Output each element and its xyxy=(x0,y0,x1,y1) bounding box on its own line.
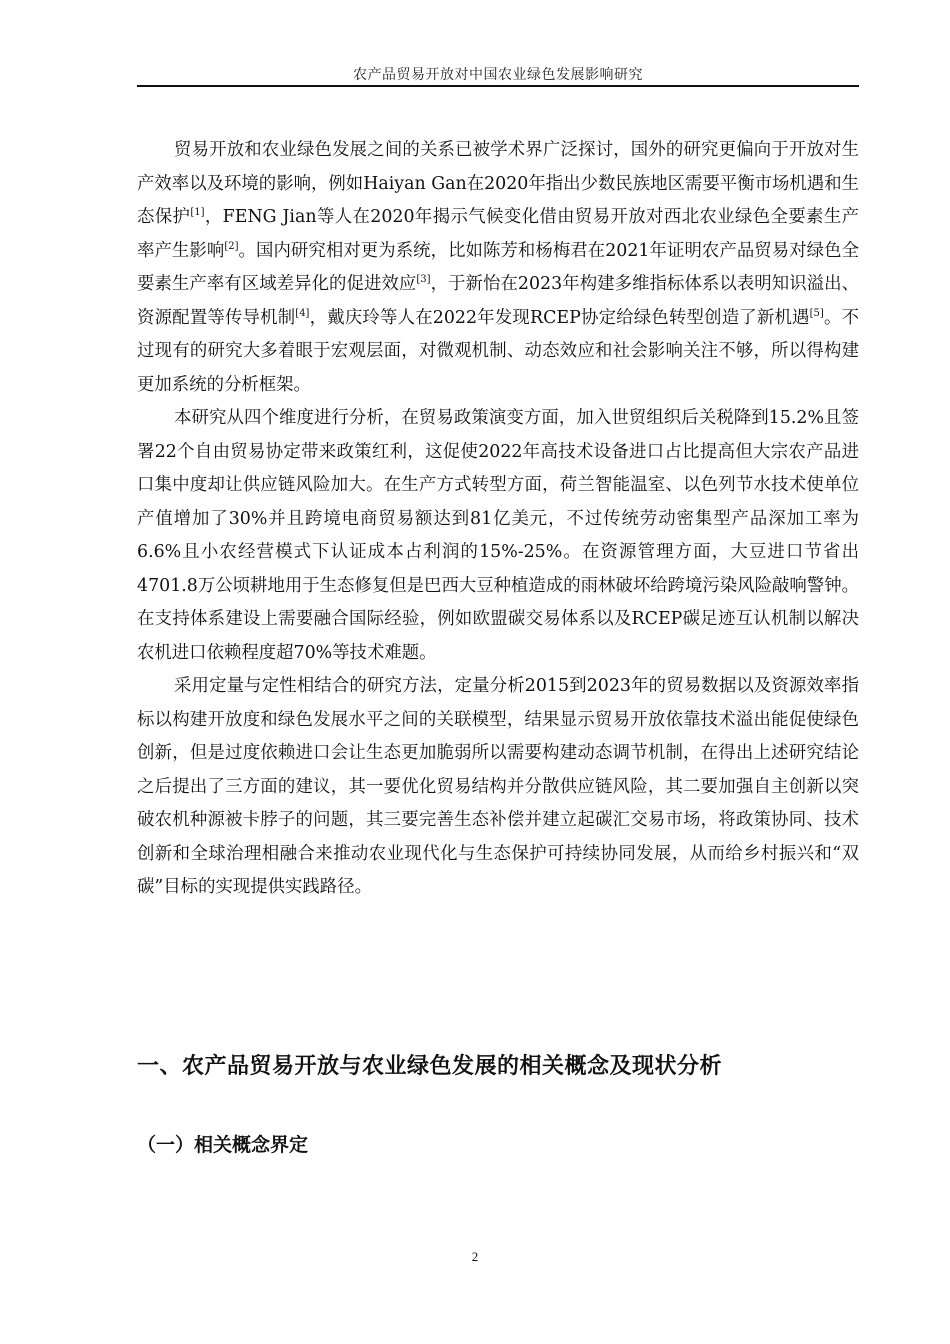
subsection-heading-1: （一）相关概念界定 xyxy=(137,1134,309,1156)
citation-ref-4: [4] xyxy=(295,307,310,319)
citation-ref-5: [5] xyxy=(809,307,824,319)
citation-ref-2: [2] xyxy=(224,240,239,252)
paragraph-methodology: 采用定量与定性相结合的研究方法，定量分析2015到2023年的贸易数据以及资源效率指标以构建开放度和绿色发展水平之间的关联模型，结果显示贸易开放依靠技术溢出能促使绿色创新，但是过度依赖进口会让生态更加脆弱所以需要构建动态调节机制，在得出上述研究结论之后提出了三方面的建议，其一要优化贸易结构并分散供应链风险，其二要加强自主创新以突破农机种源被卡脖子的问题，其三要完善生态补偿并建立起碳汇交易市场，将政策协同、技术创新和全球治理相融合来推动农业现代化与生态保护可持续协同发展，从而给乡村振兴和“双碳”目标的实现提供实践路径。 xyxy=(137,676,859,897)
paragraph-text: ，于新怡在2023年构建多维指标体系以表明知识溢出、资源配置等传导机制 xyxy=(137,274,859,328)
citation-ref-1: [1] xyxy=(190,207,205,218)
paragraph-text: 。不过现有的研究大多着眼于宏观层面，对微观机制、动态效应和社会影响关注不够，所以得构建更加系统的分析框架。 xyxy=(137,307,859,395)
paragraph-text: 贸易开放和农业绿色发展之间的关系已被学术界广泛探讨，国外的研究更偏向于开放对生产效率以及环境的影响，例如Haiyan Gan在2020年指出少数民族地区需要平衡市场机遇和生态保护 xyxy=(137,140,859,227)
paragraph-text: 。国内研究相对更为系统，比如陈芳和杨梅君在2021年证明农产品贸易对绿色全要素生产率有区域差异化的促进效应 xyxy=(137,240,859,294)
paragraph-literature-review xyxy=(137,134,859,402)
paragraph-text: ，FENG Jian等人在2020年揭示气候变化借由贸易开放对西北农业绿色全要素生产率产生影响 xyxy=(137,207,859,261)
citation-ref-3: [3] xyxy=(416,274,431,285)
body-text xyxy=(137,134,859,905)
header-rule xyxy=(137,85,859,87)
paragraph-research-dimensions: 本研究从四个维度进行分析，在贸易政策演变方面，加入世贸组织后关税降到15.2%且签署22个自由贸易协定带来政策红利，这促使2022年高技术设备进口占比提高但大宗农产品进口集中度却让供应链风险加大。在生产方式转型方面，荷兰智能温室、以色列节水技术使单位产值增加了30%并且跨境电商贸易额达到81亿美元，不过传统劳动密集型产品深加工率为6.6%且小农经营模式下认证成本占利润的15%-25%。在资源管理方面，大豆进口节省出4701.8万公顷耕地用于生态修复但是巴西大豆种植造成的雨林破坏给跨境污染风险敲响警钟。在支持体系建设上需要融合国际经验，例如欧盟碳交易体系以及RCEP碳足迹互认机制以解决农机进口依赖程度超70%等技术难题。 xyxy=(137,408,859,663)
page-number: 2 xyxy=(471,1249,479,1264)
paragraph-text: ，戴庆玲等人在2022年发现RCEP协定给绿色转型创造了新机遇 xyxy=(309,307,810,328)
running-header: 农产品贸易开放对中国农业绿色发展影响研究 xyxy=(353,67,643,83)
section-heading-1: 一、农产品贸易开放与农业绿色发展的相关概念及现状分析 xyxy=(137,1054,723,1079)
